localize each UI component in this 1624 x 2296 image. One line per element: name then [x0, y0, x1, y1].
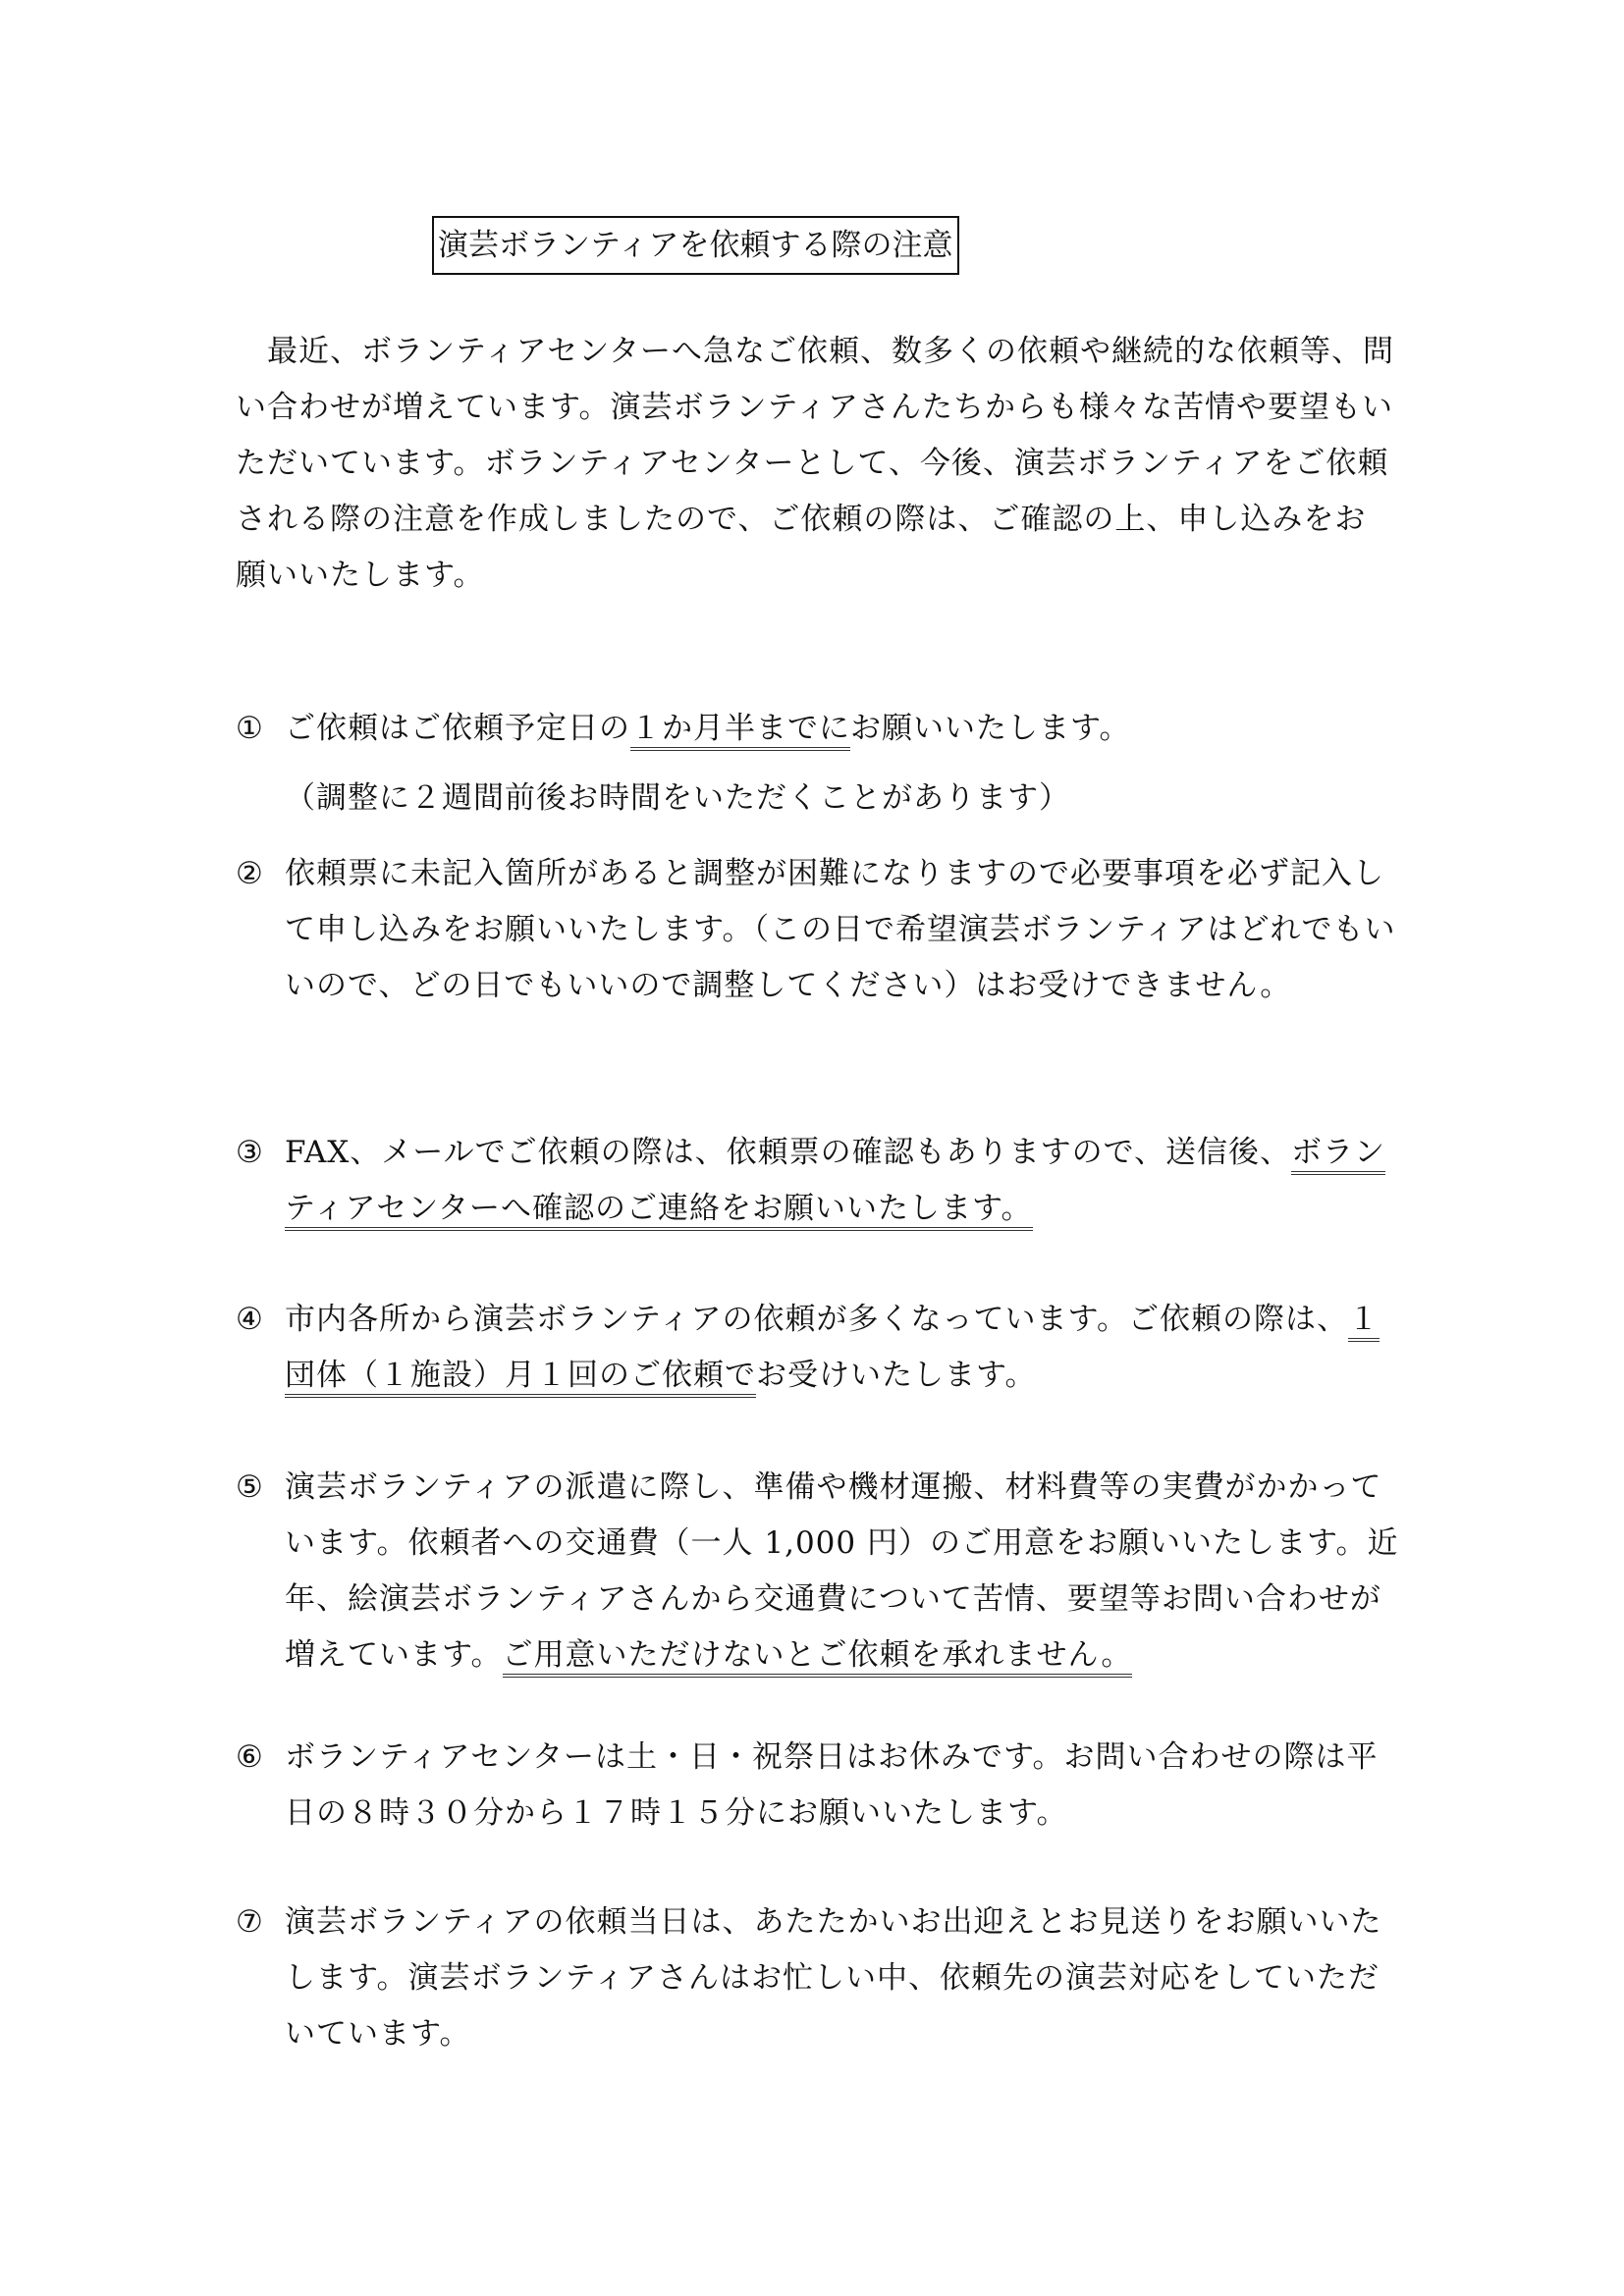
item-text-emphasis: ボランティアセンターへ確認のご連絡をお願いいたします。	[285, 1135, 1385, 1231]
item-text	[285, 1292, 1404, 1404]
item-text-pre: FAX、メールでご依頼の際は、依頼票の確認もありますので、送信後、	[285, 1135, 1292, 1170]
item-text: 演芸ボランティアの依頼当日は、あたたかいお出迎えとお見送りをお願いいたします。演芸ボランティアさんはお忙しい中、依頼先の演芸対応をしていただいています。	[285, 1904, 1382, 2052]
notice-item-1-note: （調整に２週間前後お時間をいただくことがあります）	[285, 780, 1070, 816]
intro-paragraph: 最近、ボランティアセンターへ急なご依頼、数多くの依頼や継続的な依頼等、問い合わせが増えています。演芸ボランティアさんたちからも様々な苦情や要望もいただいています。ボランティアセンターとして、今後、演芸ボランティアをご依頼される際の注意を作成しましたので、ご依頼の際は、ご確認の上、申し込みをお願いいたします。	[236, 334, 1394, 593]
notice-item-5	[236, 1460, 1414, 1683]
item-text-emphasis: ご用意いただけないとご依頼を承れません。	[503, 1637, 1133, 1678]
item-text	[285, 1125, 1404, 1237]
item-text-post: お願いいたします。	[850, 711, 1131, 746]
document-title: 演芸ボランティアを依頼する際の注意	[432, 216, 959, 275]
item-number: ③	[236, 1135, 264, 1170]
item-number: ⑤	[236, 1469, 264, 1505]
item-number: ④	[236, 1302, 264, 1337]
notice-item-4	[236, 1292, 1414, 1404]
notice-item-6	[236, 1730, 1414, 1842]
item-number: ⑥	[236, 1739, 264, 1775]
item-text-pre: ご依頼はご依頼予定日の	[285, 711, 630, 746]
notice-item-2	[236, 846, 1414, 1014]
item-text: ボランティアセンターは土・日・祝祭日はお休みです。お問い合わせの際は平日の８時３０分から１７時１５分にお願いいたします。	[285, 1739, 1379, 1831]
notice-item-7	[236, 1895, 1414, 2062]
item-text-post: お受けいたします。	[756, 1358, 1037, 1393]
notice-item-1	[236, 701, 1414, 757]
item-number: ⑦	[236, 1904, 264, 1940]
item-text-emphasis: １団体（１施設）月１回のご依頼で	[285, 1302, 1380, 1398]
item-text	[285, 701, 1404, 757]
item-text-pre: 演芸ボランティアの派遣に際し、準備や機材運搬、材料費等の実費がかかっています。依頼者への交通費（一人 1,000 円）のご用意をお願いいたします。近年、絵演芸ボランティアさんから交通費について苦情、要望等お問い合わせが増えています。	[285, 1469, 1399, 1673]
notice-item-3	[236, 1125, 1414, 1237]
item-number: ②	[236, 856, 264, 891]
item-text	[285, 1460, 1404, 1683]
item-text-pre: 市内各所から演芸ボランティアの依頼が多くなっています。ご依頼の際は、	[285, 1302, 1349, 1337]
item-number: ①	[236, 711, 264, 746]
item-text: 依頼票に未記入箇所があると調整が困難になりますので必要事項を必ず記入して申し込みをお願いいたします。（この日で希望演芸ボランティアはどれでもいいので、どの日でもいいので調整してください）はお受けできません。	[285, 856, 1396, 1003]
item-text-emphasis: １か月半までに	[630, 711, 850, 751]
